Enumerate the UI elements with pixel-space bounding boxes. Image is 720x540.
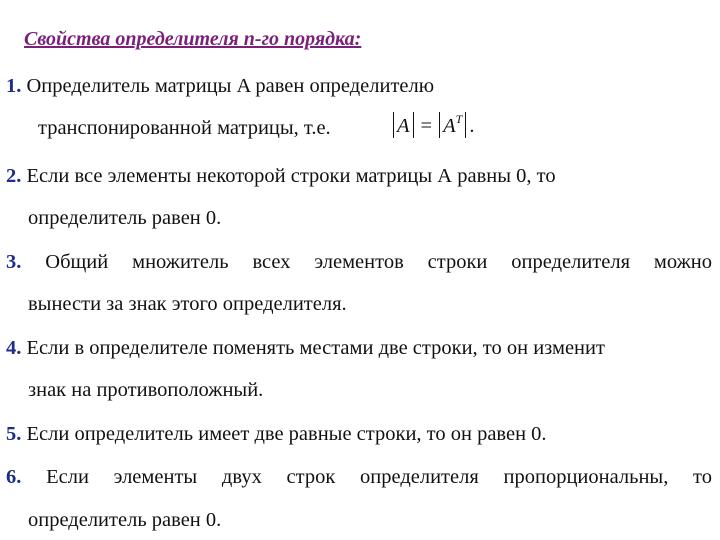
formula-superscript: T: [455, 112, 463, 126]
property-text: Определитель матрицы A равен определителю: [21, 75, 435, 97]
det-bar: [465, 112, 466, 138]
property-number: 1.: [6, 75, 22, 97]
transpose-formula: [390, 112, 474, 142]
property-6: [6, 465, 712, 489]
property-1-continuation: транспонированной матрицы, т.е.: [38, 117, 331, 139]
det-bar: [413, 112, 414, 138]
property-number: 5.: [6, 423, 22, 445]
property-3: [6, 250, 712, 274]
formula-period: .: [469, 115, 475, 137]
slide-title: Свойства определителя n-го порядка:: [24, 28, 362, 50]
formula-rhs: A: [443, 115, 456, 137]
property-1: [6, 74, 712, 98]
property-text: Если определитель имеет две равные строки, то он равен 0.: [21, 423, 547, 445]
property-4: [6, 336, 712, 360]
property-2: [6, 164, 712, 188]
property-text: Если элементы двух строк определителя пропорциональны, то: [21, 466, 712, 488]
det-bar: [439, 112, 440, 138]
property-number: 4.: [6, 337, 22, 359]
property-3-continuation: вынести за знак этого определителя.: [28, 293, 347, 315]
property-text: Если в определителе поменять местами две строки, то он изменит: [21, 337, 605, 359]
property-6-continuation: определитель равен 0.: [28, 509, 222, 531]
property-number: 2.: [6, 165, 22, 187]
property-4-continuation: знак на противоположный.: [28, 379, 264, 401]
det-bar: [393, 112, 394, 138]
property-2-continuation: определитель равен 0.: [28, 207, 222, 229]
property-number: 3.: [6, 251, 22, 273]
property-5: [6, 422, 712, 446]
property-text: Если все элементы некоторой строки матрицы А равны 0, то: [21, 165, 556, 187]
formula-equals: =: [420, 115, 433, 137]
formula-lhs: A: [397, 115, 410, 137]
property-text: Общий множитель всех элементов строки определителя можно: [21, 251, 712, 273]
property-number: 6.: [6, 466, 22, 488]
